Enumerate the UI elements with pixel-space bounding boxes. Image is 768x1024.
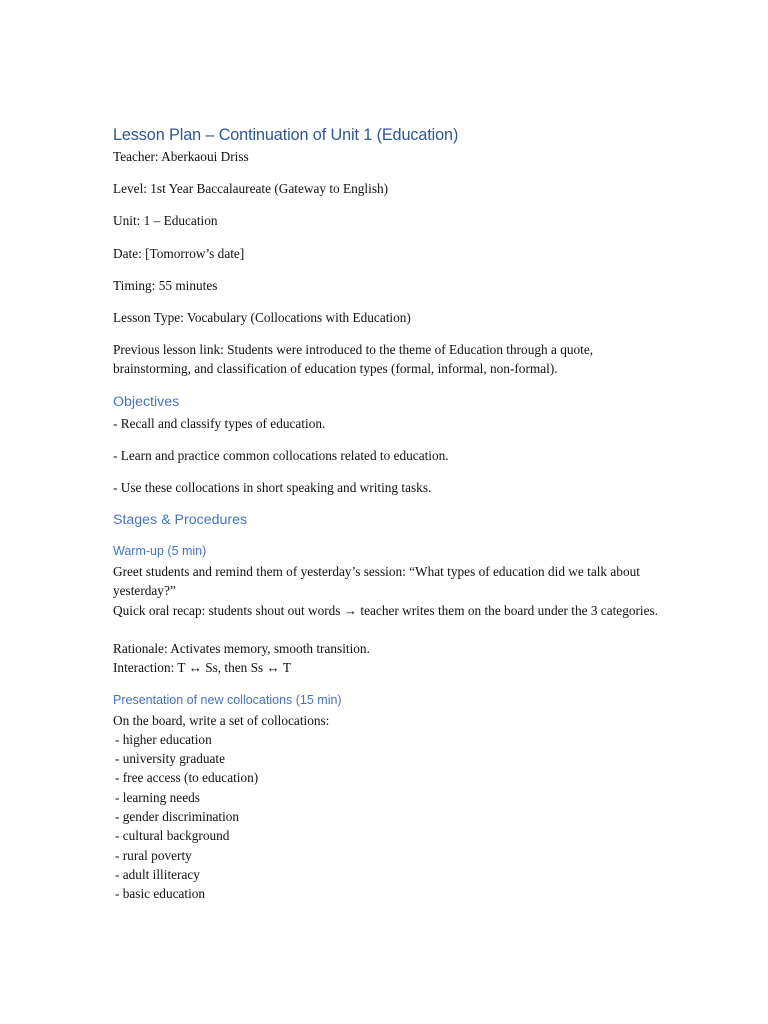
stages-heading: Stages & Procedures: [113, 512, 248, 529]
warmup-rationale: Rationale: Activates memory, smooth transition.: [113, 641, 370, 657]
objective-item: - Learn and practice common collocations related to education.: [113, 447, 449, 463]
collocation-item: - university graduate: [115, 751, 226, 767]
objectives-heading: Objectives: [113, 393, 180, 410]
collocation-item: - adult illiteracy: [115, 866, 200, 882]
warmup-line: Quick oral recap: students shout out words → teacher writes them on the board under the 3 categories.: [113, 602, 659, 618]
document-content: [113, 124, 673, 904]
collocation-item: - cultural background: [115, 828, 230, 844]
collocation-item: - rural poverty: [115, 847, 192, 863]
lesson-type-line: Lesson Type: Vocabulary (Collocations with Education): [113, 309, 411, 325]
collocation-item: - higher education: [115, 731, 212, 747]
objective-item: - Use these collocations in short speaking and writing tasks.: [113, 479, 432, 495]
warmup-interaction: Interaction: T ↔ Ss, then Ss ↔ T: [113, 660, 292, 676]
warmup-line: Greet students and remind them of yesterday’s session: “What types of education did we talk about yesterday?”: [113, 564, 640, 599]
presentation-intro: On the board, write a set of collocations:: [113, 712, 330, 728]
teacher-line: Teacher: Aberkaoui Driss: [113, 149, 249, 164]
collocation-item: - basic education: [115, 886, 206, 902]
document-title: Lesson Plan – Continuation of Unit 1 (Education): [113, 126, 459, 144]
timing-line: Timing: 55 minutes: [113, 277, 218, 293]
unit-line: Unit: 1 – Education: [113, 213, 218, 229]
warmup-heading: Warm-up (5 min): [113, 544, 207, 559]
previous-lesson-link: Previous lesson link: Students were introduced to the theme of Education through a quote, brainstorming, and classification of education types (formal, informal, non-formal).: [113, 342, 594, 377]
collocation-item: - learning needs: [115, 789, 200, 805]
objective-item: - Recall and classify types of education.: [113, 415, 326, 431]
collocation-item: - gender discrimination: [115, 809, 240, 825]
date-line: Date: [Tomorrow’s date]: [113, 245, 245, 261]
level-line: Level: 1st Year Baccalaureate (Gateway to English): [113, 181, 389, 197]
presentation-heading: Presentation of new collocations (15 min): [113, 692, 342, 707]
collocation-item: - free access (to education): [115, 770, 259, 786]
